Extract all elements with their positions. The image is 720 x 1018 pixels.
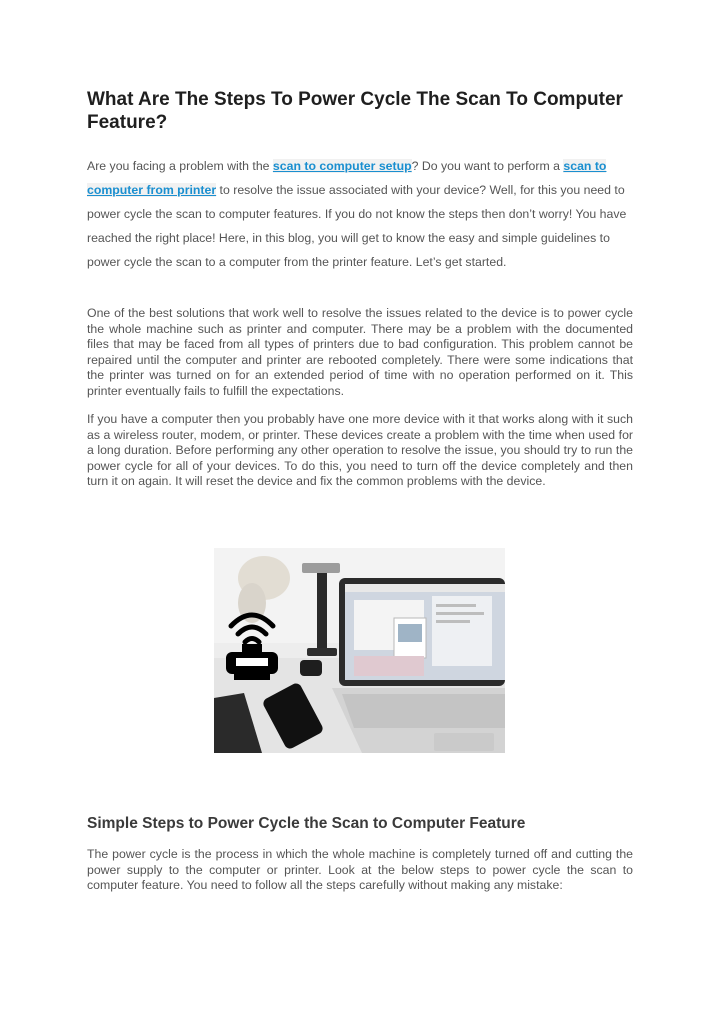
laptop (332, 578, 505, 753)
scan-to-computer-setup-link[interactable]: scan to computer setup (272, 159, 412, 173)
page-title: What Are The Steps To Power Cycle The Scan To Computer Feature? (87, 89, 623, 133)
body-paragraph-3: The power cycle is the process in which the whole machine is completely turned off and cutting the power supply to the computer or printer. Look at the below steps to power cycle the scan to computer feature. You need to follow all the steps carefully without making any mistake: (87, 847, 633, 892)
section-heading: Simple Steps to Power Cycle the Scan to Computer Feature (87, 815, 526, 832)
scan-to-computer-from-printer-link[interactable]: scan to computer from printer (87, 159, 607, 197)
intro-text-1: Are you facing a problem with the (87, 159, 273, 173)
intro-text-2: ? Do you want to perform a (411, 159, 564, 173)
intro-paragraph (87, 154, 635, 274)
body-paragraph-1: One of the best solutions that work well to resolve the issues related to the device is to power cycle the whole machine such as printer and computer. There may be a problem with the documented files that may be faced from all types of printers due to bad configuration. This problem cannot be repaired until the computer and printer are rebooted completely. There were some indications that the printer was turned on for an extended period of time with no operation performed on it. This printer eventually fails to fulfill the expectations. (87, 306, 633, 398)
intro-text-3: to resolve the issue associated with your device? Well, for this you need to power cycle the scan to computer features. If you do not know the steps then don’t worry! You have reached the right place! Here, in this blog, you will get to know the easy and simple guidelines to power cycle the scan to a computer from the printer feature. Let’s get started. (87, 183, 627, 269)
body-paragraph-2: If you have a computer then you probably have one more device with it that works along with it such as a wireless router, modem, or printer. These devices create a problem with the time when used for a long duration. Before performing any other operation to resolve the issue, you should try to run the power cycle for all of your devices. To do this, you need to turn off the device completely and then turn it on again. It will reset the device and fix the common problems with the device. (87, 412, 633, 488)
laptop-printer-photo (214, 548, 505, 753)
